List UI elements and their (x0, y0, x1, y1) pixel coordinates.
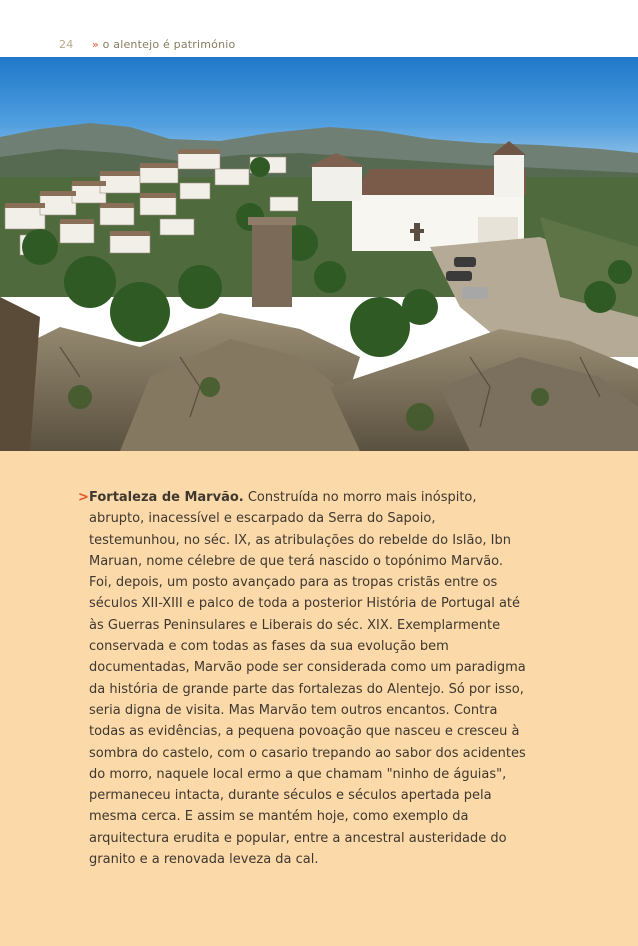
article-body: Construída no morro mais inóspito, abrupto, inacessível e escarpado da Serra do Sapoio, testemunhou, no séc. IX, as atribulações do rebelde do Islão, Ibn Maruan, nome célebre de que terá nascido o topónimo Marvão. Foi, depois, um posto avançado para as tropas cristãs entre os séculos XII-XIII e palco de toda a posterior História de Portugal até às Guerras Peninsulares e Liberais do séc. XIX. Exemplarmente conservada e com todas as fases da sua evolução bem documentadas, Marvão pode ser considerada como um paradigma da história de grande parte das fortalezas do Alentejo. Só por isso, seria digna de visita. Mas Marvão tem outros encantos. Contra todas as evidências, a pequena povoação que nasceu e cresceu à sombra do castelo, com o casario trepando ao sabor dos acidentes do morro, naquele local ermo a que chamam "ninho de águias", permaneceu intacta, durante séculos e séculos apertada pela mesma cerca. E assim se mantém hoje, como exemplo da arquitectura erudita e popular, entre a ancestral austeridade do granito e a renovada leveza da cal. (89, 490, 526, 868)
section-title-text: o alentejo é património (102, 38, 236, 51)
section-title (92, 38, 235, 51)
article-paragraph (78, 487, 529, 870)
marvao-photo (0, 57, 638, 451)
page-number: 24 (59, 38, 74, 51)
chevron-right-icon: » (92, 38, 99, 51)
bullet-marker: > (78, 490, 89, 505)
page-header (0, 0, 638, 57)
article-lead: Fortaleza de Marvão. (89, 490, 244, 505)
